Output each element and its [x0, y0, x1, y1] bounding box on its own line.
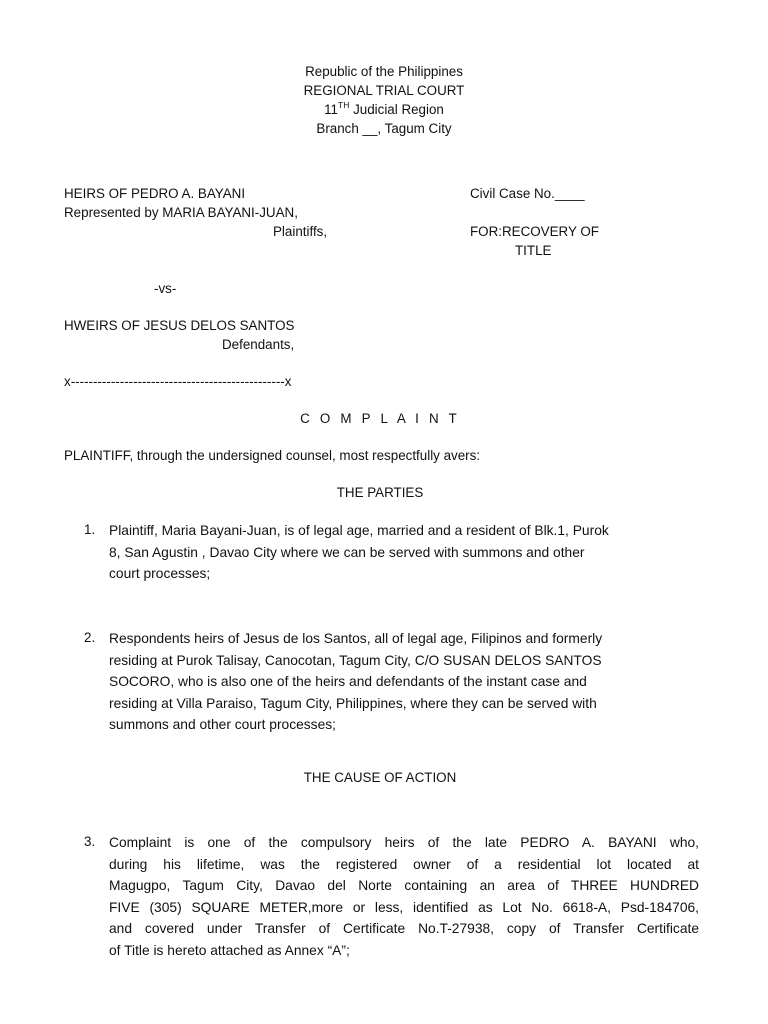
- item-line: residing at Villa Paraiso, Tagum City, Philippines, where they can be served with: [109, 695, 597, 711]
- item-line: residing at Purok Talisay, Canocotan, Tagum City, C/O SUSAN DELOS SANTOS: [109, 652, 602, 668]
- court-header-region: [0, 100, 768, 119]
- region-text: Judicial Region: [349, 102, 444, 117]
- item-text: [109, 832, 699, 961]
- item-number: 3.: [84, 834, 96, 849]
- item-line: and covered under Transfer of Certificate No.T-27938, copy of Transfer Certificate: [109, 921, 699, 936]
- item-line: Plaintiff, Maria Bayani-Juan, is of legal age, married and a resident of Blk.1, Purok: [109, 523, 609, 538]
- item-text: [109, 628, 699, 736]
- case-nature-line2: TITLE: [515, 243, 552, 258]
- case-nature-line1: FOR:RECOVERY OF: [470, 224, 599, 239]
- item-line: court processes;: [109, 566, 211, 581]
- region-superscript: TH: [338, 99, 350, 110]
- item-text: [109, 520, 699, 585]
- document-title: C O M P L A I N T: [300, 411, 460, 426]
- item-line: Respondents heirs of Jesus de los Santos, all of legal age, Filipinos and formerly: [109, 631, 603, 646]
- item-number: 1.: [84, 522, 96, 537]
- region-number: 11: [324, 102, 338, 117]
- item-line: summons and other court processes;: [109, 717, 336, 732]
- civil-case-number: Civil Case No.____: [470, 186, 585, 201]
- item-number: 2.: [84, 630, 96, 645]
- intro-paragraph: PLAINTIFF, through the undersigned counsel, most respectfully avers:: [64, 448, 481, 463]
- plaintiffs-label: Plaintiffs,: [273, 224, 328, 239]
- court-header-republic: Republic of the Philippines: [305, 64, 463, 79]
- court-header-court: REGIONAL TRIAL COURT: [303, 83, 465, 98]
- item-line: FIVE (305) SQUARE METER,more or less, identified as Lot No. 6618-A, Psd-184706,: [109, 899, 699, 915]
- represented-by: Represented by MARIA BAYANI-JUAN,: [64, 205, 298, 220]
- court-header-branch: Branch __, Tagum City: [316, 121, 452, 136]
- item-line: 8, San Agustin , Davao City where we can be served with summons and other: [109, 544, 585, 560]
- section-heading-parties: THE PARTIES: [336, 485, 424, 500]
- item-line: of Title is hereto attached as Annex “A”;: [109, 942, 350, 958]
- plaintiff-name: HEIRS OF PEDRO A. BAYANI: [64, 186, 246, 201]
- caption-separator: x------------------------------------------------x: [64, 374, 292, 389]
- court-header: [0, 62, 768, 138]
- item-line: during his lifetime, was the registered owner of a residential lot located at: [109, 856, 699, 872]
- versus-label: -vs-: [154, 281, 177, 296]
- item-line: SOCORO, who is also one of the heirs and defendants of the instant case and: [109, 674, 587, 689]
- item-line: Magugpo, Tagum City, Davao del Norte containing an area of THREE HUNDRED: [109, 878, 699, 893]
- item-line: Complaint is one of the compulsory heirs of the late PEDRO A. BAYANI who,: [109, 835, 699, 850]
- section-heading-cause: THE CAUSE OF ACTION: [303, 770, 457, 785]
- defendant-name: HWEIRS OF JESUS DELOS SANTOS: [64, 318, 295, 333]
- defendants-label: Defendants,: [222, 337, 295, 352]
